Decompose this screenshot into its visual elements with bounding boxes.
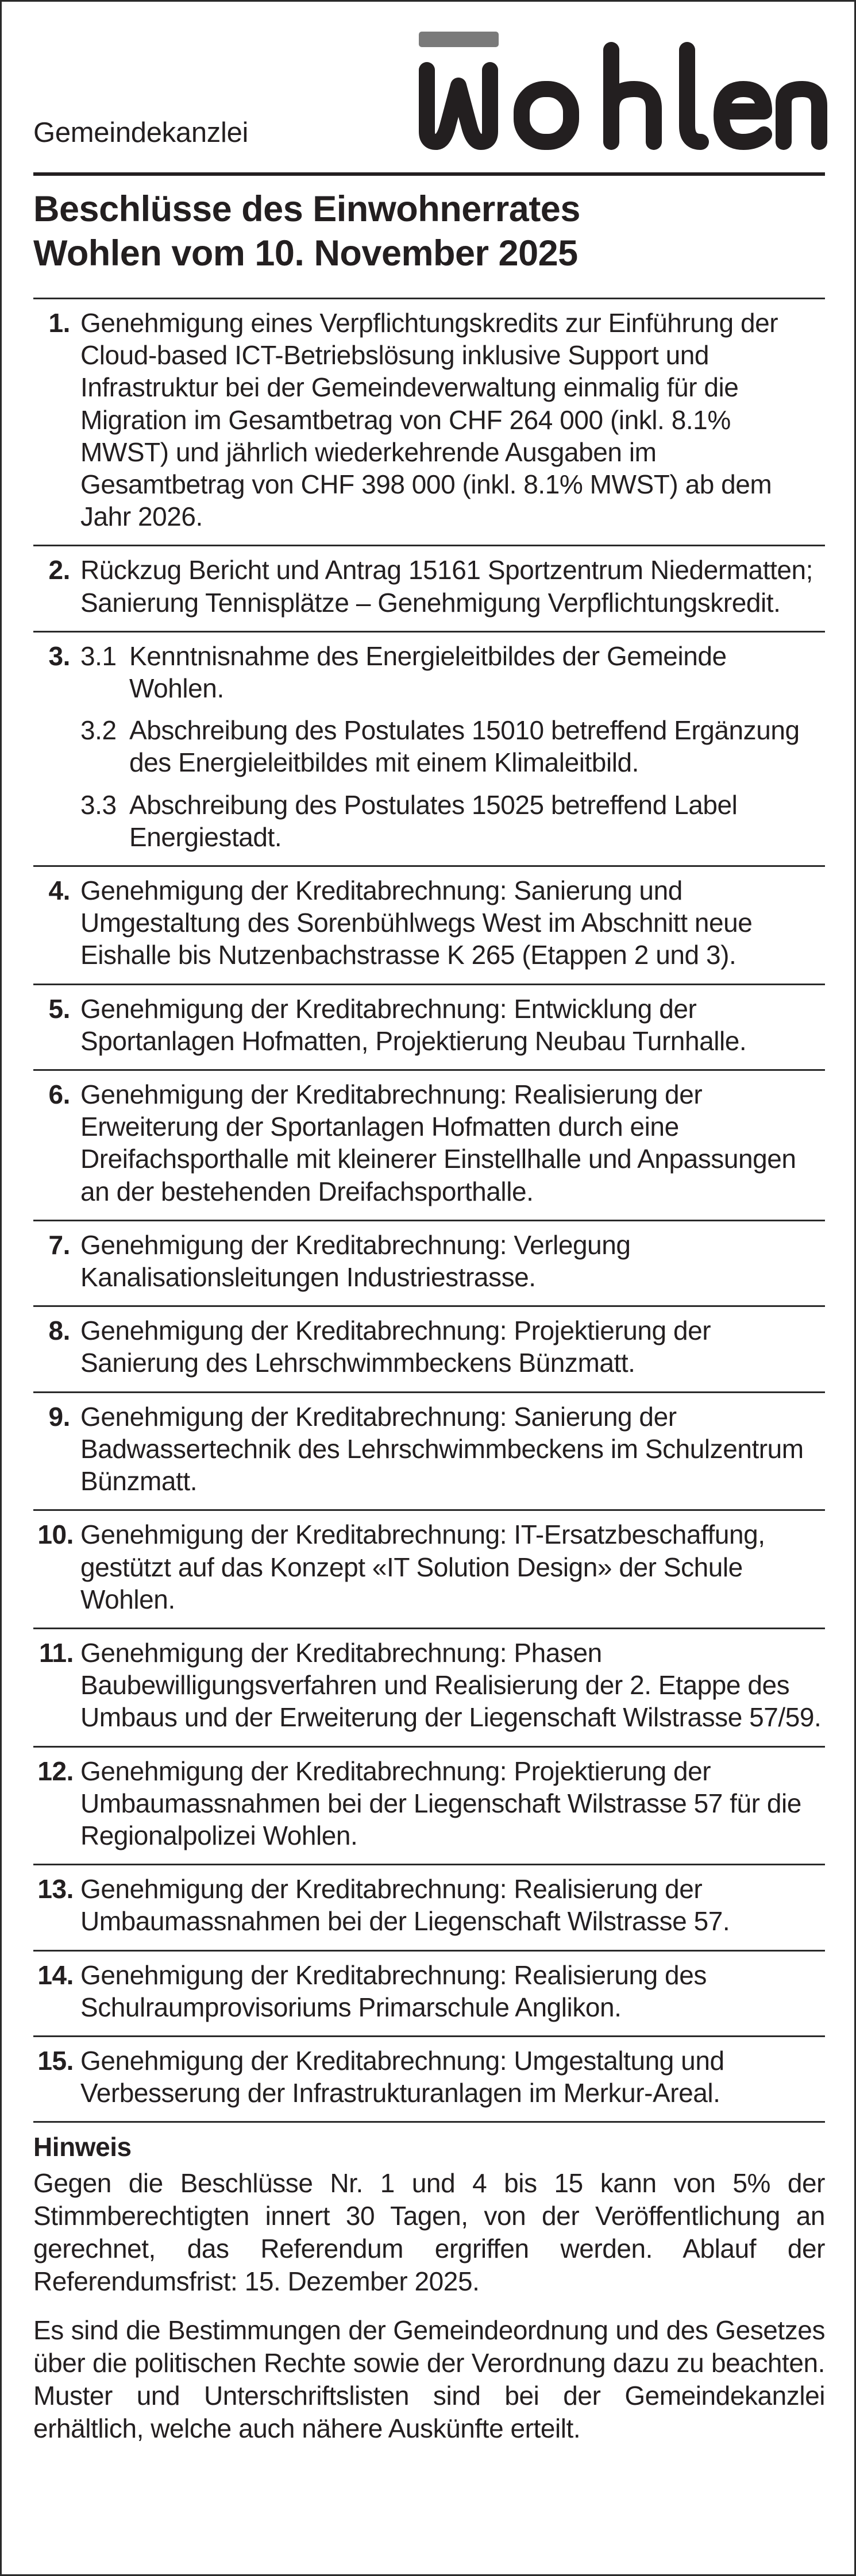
- item-text: Genehmigung der Kreditabrechnung: Sanierung und Umgestaltung des Sorenbühlwegs West im Abschnitt neue Eishalle bis Nutzenbachstrasse K 265 (Etappen 2 und 3).: [80, 876, 753, 970]
- subitem-3-1: [80, 640, 825, 704]
- subitem-label: 3.3: [80, 789, 117, 820]
- item-text: Genehmigung der Kreditabrechnung: Realisierung der Erweiterung der Sportanlagen Hofmatten durch eine Dreifachsporthalle mit kleinerer Einstellhalle und Anpassungen an der bestehenden Dreifachsporthalle.: [80, 1079, 796, 1206]
- resolution-item-10: [33, 1511, 825, 1628]
- notice-content: [33, 2, 825, 2445]
- item-number: 1.: [48, 308, 70, 338]
- resolution-item-4: [33, 867, 825, 984]
- notice-paragraph-regulations: Es sind die Bestimmungen der Gemeindeordnung und des Gesetzes über die politischen Rechte sowie der Verordnung dazu zu beachten. Muster und Unterschriftslisten sind bei der Gemeindekanzlei erhältlich, welche auch nähere Auskünfte erteilt.: [33, 2315, 825, 2444]
- item-number: 15.: [37, 2045, 74, 2076]
- wohlen-logo-icon: [417, 28, 828, 152]
- item-number: 11.: [38, 1637, 74, 1668]
- item-text: Genehmigung der Kreditabrechnung: Sanierung der Badwassertechnik des Lehrschwimmbeckens im Schulzentrum Bünzmatt.: [80, 1401, 804, 1497]
- item-text: Genehmigung eines Verpflichtungskredits zur Einführung der Cloud-based ICT-Betriebslösung inklusive Support und Infrastruktur bei der Gemeindeverwaltung einmalig für die Migration im Gesamtbetrag von CHF 264 000 (inkl. 8.1% MWST) und jährlich wiederkehrende Ausgaben im Gesamtbetrag von CHF 398 000 (inkl. 8.1% MWST) ab dem Jahr 2026.: [80, 308, 778, 532]
- item-number: 10.: [37, 1520, 74, 1550]
- subitem-label: 3.2: [80, 715, 117, 746]
- item-number: 3.: [48, 641, 70, 671]
- resolution-item-12: [33, 1748, 825, 1864]
- resolution-item-15: [33, 2037, 825, 2121]
- resolution-item-1: [33, 299, 825, 545]
- item-number: 5.: [48, 993, 70, 1024]
- item-number: 2.: [48, 555, 70, 585]
- item-text: Genehmigung der Kreditabrechnung: IT-Ersatzbeschaffung, gestützt auf das Konzept «IT Solution Design» der Schule Wohlen.: [80, 1520, 765, 1614]
- resolution-item-6: [33, 1071, 825, 1220]
- notice-section: [33, 2123, 825, 2445]
- item-number: 9.: [48, 1401, 70, 1432]
- resolution-item-9: [33, 1393, 825, 1510]
- notice-heading: Hinweis: [33, 2132, 132, 2162]
- resolution-item-2: [33, 546, 825, 630]
- notice-paragraph-referendum: Gegen die Beschlüsse Nr. 1 und 4 bis 15 kann von 5% der Stimmberechtigten innert 30 Tagen, von der Veröffentlichung an gerechnet, das Referendum ergriffen werden. Ablauf der Referendumsfrist: 15. Dezember 2025.: [33, 2168, 825, 2297]
- item-number: 14.: [37, 1960, 74, 1990]
- item-number: 13.: [37, 1874, 74, 1904]
- header-divider: [33, 172, 825, 176]
- subitem-3-3: [80, 789, 825, 853]
- title-line-1: Beschlüsse des Einwohnerrates: [33, 189, 580, 229]
- title-line-2: Wohlen vom 10. November 2025: [33, 233, 578, 273]
- resolution-item-14: [33, 1952, 825, 2035]
- subitem-text: Kenntnisnahme des Energieleitbildes der Gemeinde Wohlen.: [129, 641, 727, 704]
- item-text: Genehmigung der Kreditabrechnung: Phasen Baubewilligungsverfahren und Realisierung der 2. Etappe des Umbaus und der Erweiterung der Liegenschaft Wilstrasse 57/59.: [80, 1637, 822, 1733]
- item-number: 12.: [37, 1756, 74, 1786]
- item-number: 6.: [48, 1079, 70, 1110]
- item-text: Genehmigung der Kreditabrechnung: Projektierung der Umbaumassnahmen bei der Liegenschaft Wilstrasse 57 für die Regionalpolizei Wohlen.: [80, 1756, 801, 1850]
- subitem-3-2: [80, 714, 825, 778]
- item-text: Genehmigung der Kreditabrechnung: Projektierung der Sanierung des Lehrschwimmbeckens Bünzmatt.: [80, 1316, 711, 1378]
- subitem-text: Abschreibung des Postulates 15025 betreffend Label Energiestadt.: [129, 789, 738, 852]
- resolution-item-5: [33, 985, 825, 1069]
- resolution-item-11: [33, 1629, 825, 1746]
- resolution-item-8: [33, 1307, 825, 1391]
- item-text: Genehmigung der Kreditabrechnung: Verlegung Kanalisationsleitungen Industriestrasse.: [80, 1229, 631, 1293]
- department-label: Gemeindekanzlei: [33, 117, 249, 148]
- item-subitems: [80, 640, 825, 853]
- page-title: [33, 187, 825, 298]
- header: [33, 2, 825, 172]
- item-text: Genehmigung der Kreditabrechnung: Realisierung der Umbaumassnahmen bei der Liegenschaft Wilstrasse 57.: [80, 1874, 730, 1937]
- subitem-label: 3.1: [80, 641, 117, 671]
- item-number: 4.: [48, 876, 70, 906]
- item-text: Genehmigung der Kreditabrechnung: Realisierung des Schulraumprovisoriums Primarschule Anglikon.: [80, 1960, 707, 2022]
- item-text: Genehmigung der Kreditabrechnung: Umgestaltung und Verbesserung der Infrastrukturanlagen im Merkur-Areal.: [80, 2045, 724, 2108]
- item-number: 7.: [48, 1229, 70, 1260]
- subitem-text: Abschreibung des Postulates 15010 betreffend Ergänzung des Energieleitbildes mit einem Klimaleitbild.: [129, 715, 800, 778]
- item-text: Rückzug Bericht und Antrag 15161 Sportzentrum Niedermatten; Sanierung Tennisplätze – Genehmigung Verpflichtungskredit.: [80, 555, 813, 618]
- resolution-item-7: [33, 1221, 825, 1305]
- resolution-item-3: [33, 633, 825, 865]
- item-number: 8.: [48, 1316, 70, 1346]
- item-text: Genehmigung der Kreditabrechnung: Entwicklung der Sportanlagen Hofmatten, Projektierung Neubau Turnhalle.: [80, 993, 747, 1056]
- resolution-item-13: [33, 1865, 825, 1949]
